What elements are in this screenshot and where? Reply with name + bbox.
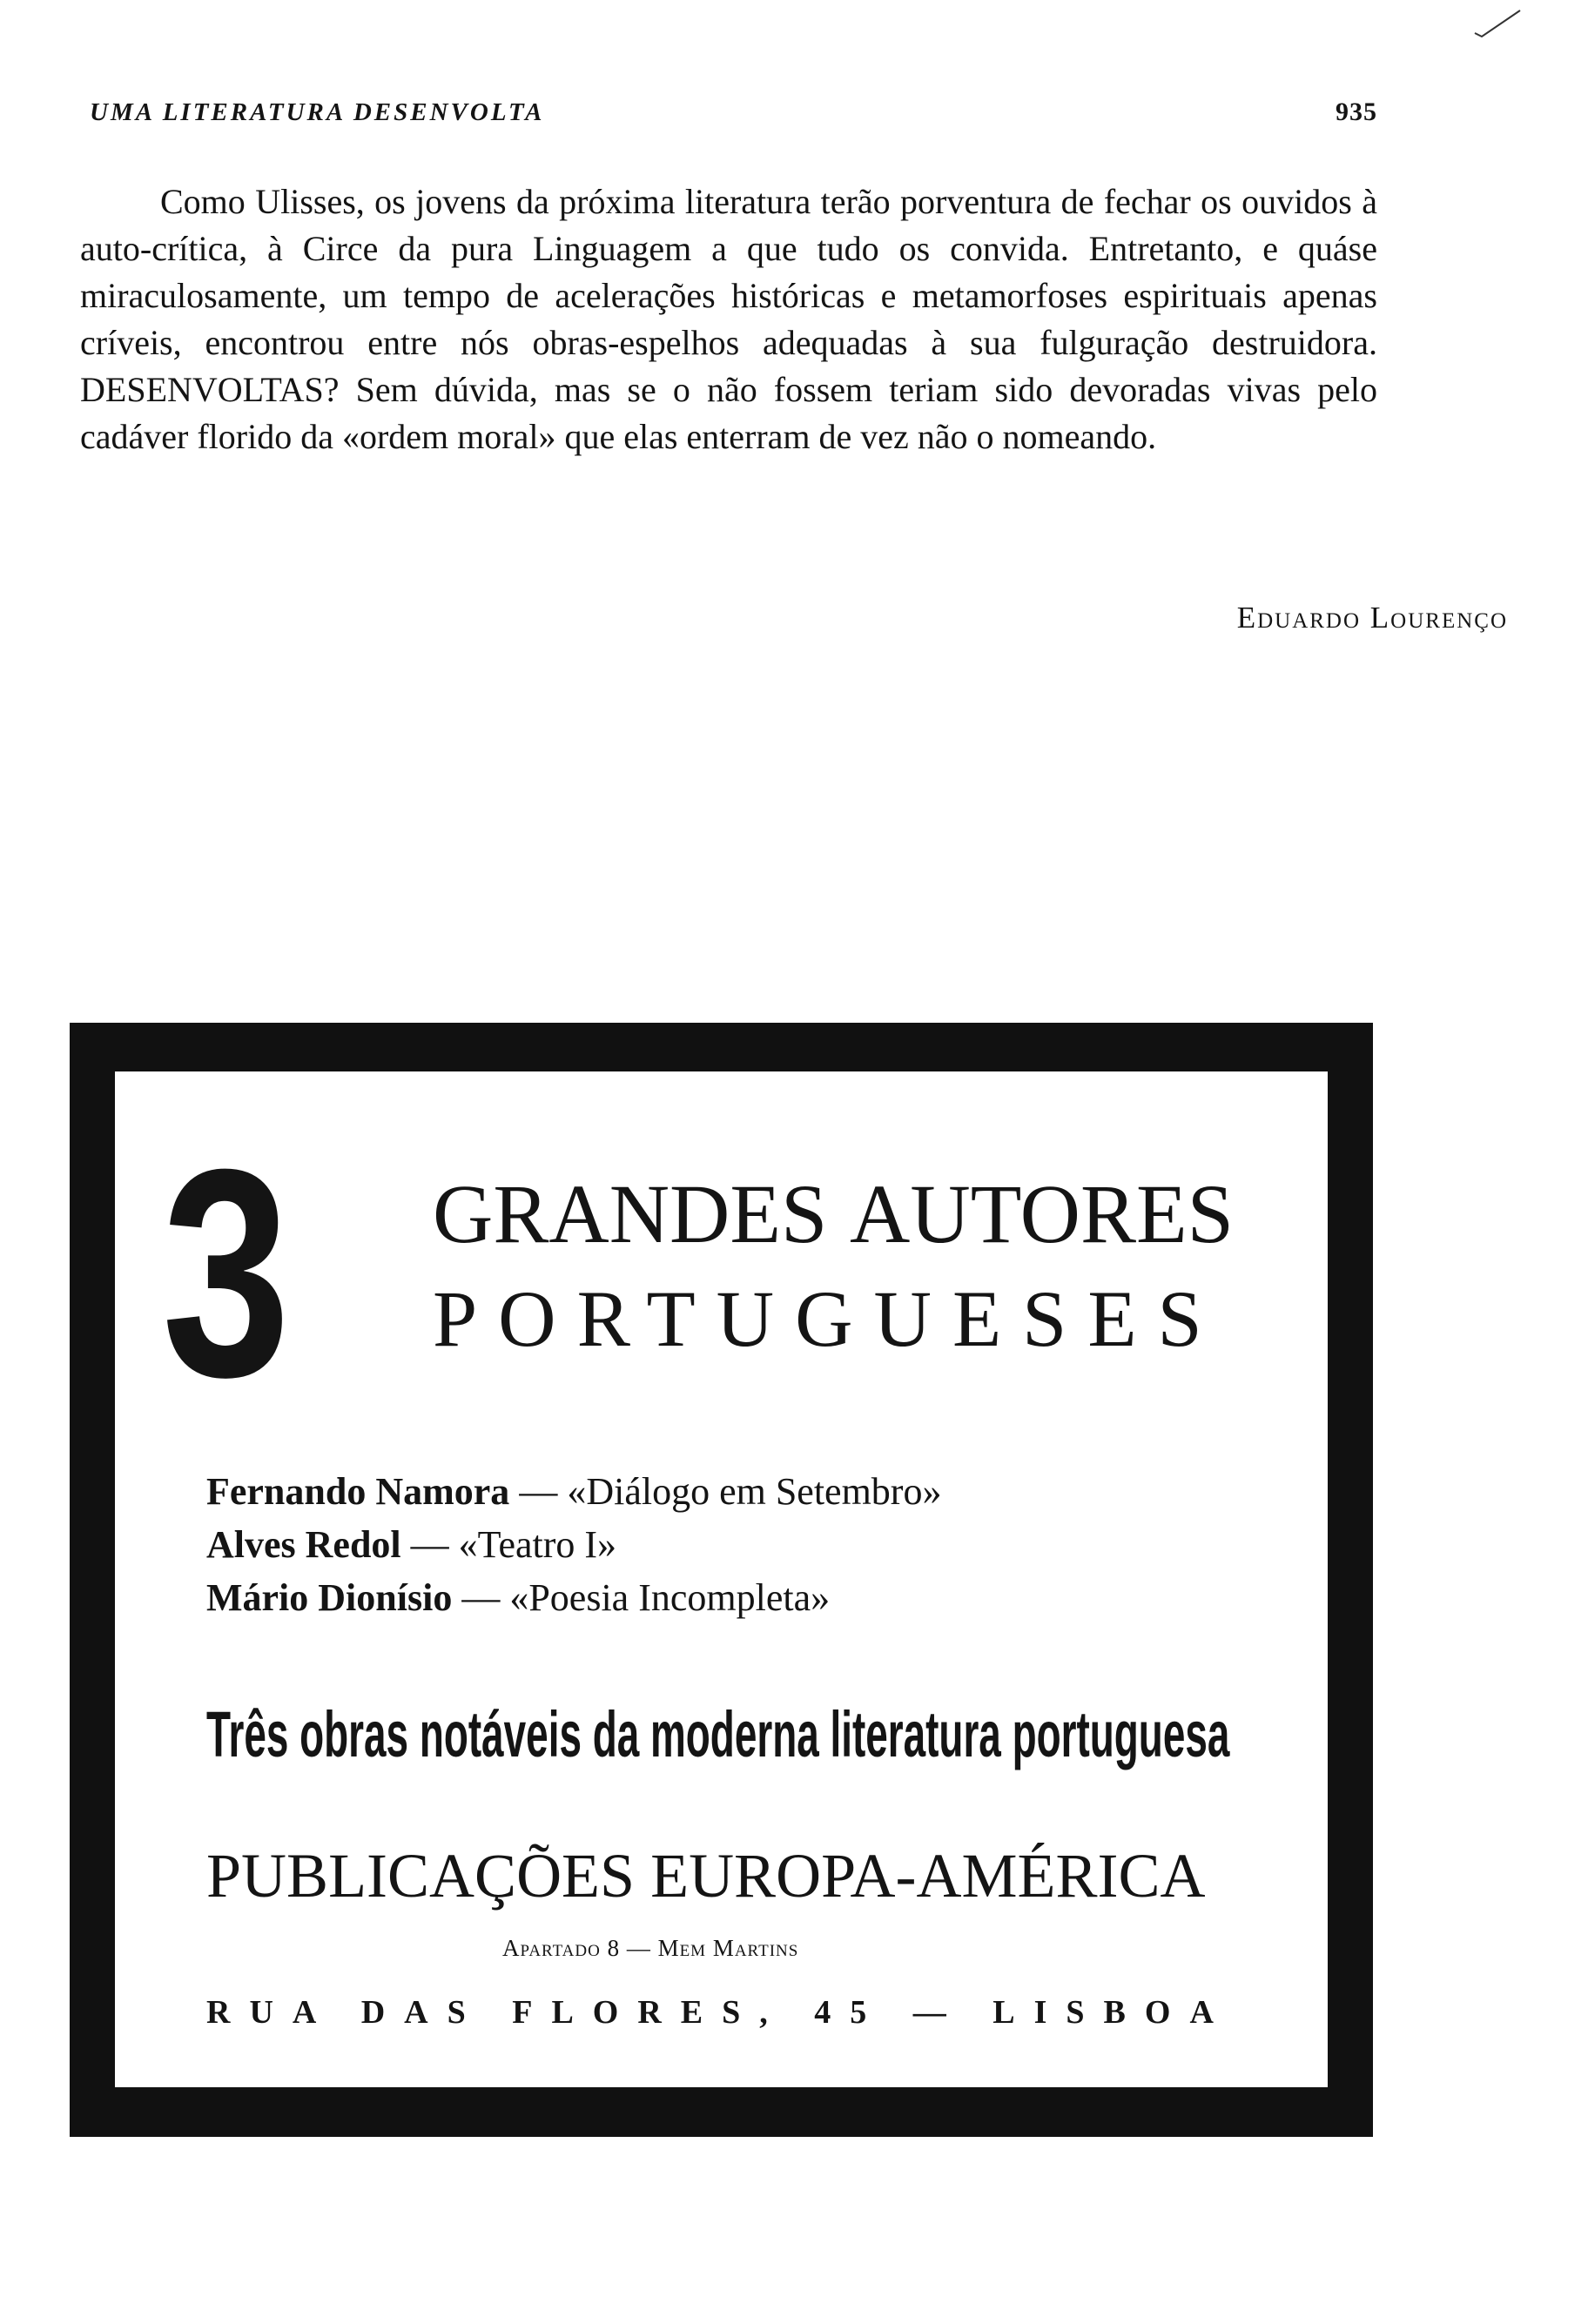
publisher-po-box: Apartado 8 — Mem Martins: [502, 1935, 799, 1961]
headline-word: AUTORES: [850, 1167, 1234, 1260]
work-item: [206, 1571, 1216, 1624]
work-author: Fernando Namora: [206, 1470, 510, 1513]
big-number-three: 3: [161, 1108, 291, 1439]
work-title: — «Poesia Incompleta»: [452, 1576, 831, 1619]
work-title: — «Diálogo em Setembro»: [509, 1470, 942, 1513]
publisher-name: PUBLICAÇÕES EUROPA-AMÉRICA: [206, 1841, 1206, 1911]
publisher-street-address: RUA DAS FLORES, 45 — LISBOA: [206, 1994, 1233, 2031]
author-signature: Eduardo Lourenço: [1236, 601, 1508, 635]
work-author: Mário Dionísio: [206, 1576, 453, 1619]
ad-headline-line-2: PORTUGUESES: [433, 1274, 1223, 1363]
article-paragraph: Como Ulisses, os jovens da próxima literatura terão porventura de fechar os ouvidos à auto-crítica, à Circe da pura Linguagem a que tudo os convida. Entretanto, e quáse miraculosamente, um tempo de acelerações históricas e metamorfoses espirituais apenas críveis, encontrou entre nós obras-espelhos adequadas à sua fulguração destruidora. DESENVOLTAS? Sem dúvida, mas se o não fossem teriam sido devoradas vivas pelo cadáver florido da «ordem moral» que elas enterram de vez não o nomeando.: [80, 182, 1377, 456]
ad-tagline: Três obras notáveis da moderna literatura portuguesa: [206, 1698, 1230, 1770]
page-number: 935: [1336, 97, 1377, 126]
work-author: Alves Redol: [206, 1523, 401, 1566]
headline-word: GRANDES: [433, 1167, 828, 1260]
ad-headline-line-1: [433, 1167, 1234, 1260]
work-title: — «Teatro I»: [400, 1523, 617, 1566]
running-header: [90, 97, 1377, 141]
article-body: [80, 178, 1377, 460]
running-title: UMA LITERATURA DESENVOLTA: [90, 98, 545, 126]
work-item: [206, 1465, 1216, 1518]
works-list: [206, 1465, 1216, 1624]
work-item: [206, 1518, 1216, 1571]
pencil-check-mark: [1471, 7, 1524, 42]
